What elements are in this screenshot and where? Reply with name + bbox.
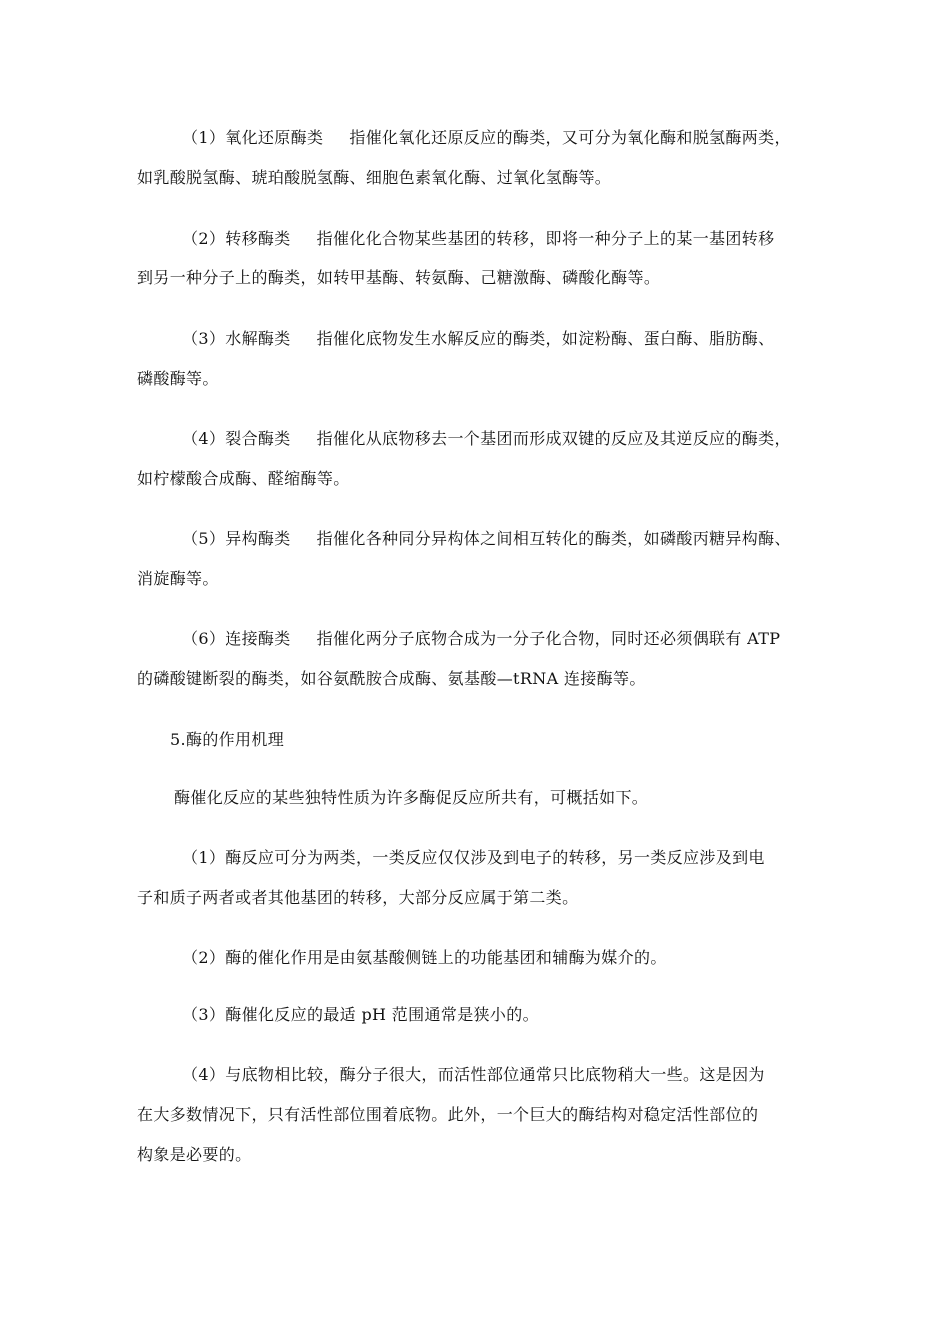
enzyme-class-description: 指催化两分子底物合成为一分子化合物，同时还必须偶联有 ATP <box>316 629 781 648</box>
enzyme-class-transferase-line-1 <box>182 229 774 249</box>
section-heading: 5.酶的作用机理 <box>170 730 285 749</box>
mechanism-3-line-1: （3）酶催化反应的最适 pH 范围通常是狭小的。 <box>182 1005 539 1024</box>
enzyme-class-label: （4）裂合酶类 <box>182 429 291 448</box>
section-intro: 酶催化反应的某些独特性质为许多酶促反应所共有，可概括如下。 <box>174 788 649 807</box>
enzyme-class-label: （1）氧化还原酶类 <box>182 128 324 147</box>
enzyme-class-oxidoreductase-line-1 <box>182 128 791 148</box>
enzyme-class-label: （2）转移酶类 <box>182 229 291 248</box>
enzyme-class-description: 指催化底物发生水解反应的酶类，如淀粉酶、蛋白酶、脂肪酶、 <box>316 329 775 348</box>
enzyme-class-transferase-line-2: 到另一种分子上的酶类，如转甲基酶、转氨酶、己糖激酶、磷酸化酶等。 <box>137 268 661 287</box>
enzyme-class-label: （5）异构酶类 <box>182 529 291 548</box>
enzyme-class-label: （6）连接酶类 <box>182 629 291 648</box>
mechanism-2-line-1: （2）酶的催化作用是由氨基酸侧链上的功能基团和辅酶为媒介的。 <box>182 948 667 967</box>
enzyme-class-description: 指催化从底物移去一个基团而形成双键的反应及其逆反应的酶类， <box>316 429 791 448</box>
enzyme-class-oxidoreductase-line-2: 如乳酸脱氢酶、琥珀酸脱氢酶、细胞色素氧化酶、过氧化氢酶等。 <box>137 168 612 187</box>
enzyme-class-label: （3）水解酶类 <box>182 329 291 348</box>
enzyme-class-description: 指催化各种同分异构体之间相互转化的酶类，如磷酸丙糖异构酶、 <box>316 529 791 548</box>
mechanism-4-line-2: 在大多数情况下，只有活性部位围着底物。此外，一个巨大的酶结构对稳定活性部位的 <box>137 1105 759 1124</box>
enzyme-class-description: 指催化氧化还原反应的酶类，又可分为氧化酶和脱氢酶两类， <box>349 128 791 147</box>
mechanism-4-line-3: 构象是必要的。 <box>137 1145 252 1164</box>
enzyme-class-hydrolase-line-1 <box>182 329 774 349</box>
mechanism-1-line-1: （1）酶反应可分为两类，一类反应仅仅涉及到电子的转移，另一类反应涉及到电 <box>182 848 765 867</box>
enzyme-class-lyase-line-1 <box>182 429 791 449</box>
enzyme-class-description: 指催化化合物某些基团的转移，即将一种分子上的某一基团转移 <box>316 229 775 248</box>
enzyme-class-isomerase-line-1 <box>182 529 791 549</box>
mechanism-4-line-1: （4）与底物相比较，酶分子很大，而活性部位通常只比底物稍大一些。这是因为 <box>182 1065 765 1084</box>
enzyme-class-ligase-line-1 <box>182 629 780 649</box>
enzyme-class-hydrolase-line-2: 磷酸酶等。 <box>137 369 219 388</box>
enzyme-class-ligase-line-2: 的磷酸键断裂的酶类，如谷氨酰胺合成酶、氨基酸—tRNA 连接酶等。 <box>137 669 646 688</box>
mechanism-1-line-2: 子和质子两者或者其他基团的转移，大部分反应属于第二类。 <box>137 888 579 907</box>
enzyme-class-isomerase-line-2: 消旋酶等。 <box>137 569 219 588</box>
enzyme-class-lyase-line-2: 如柠檬酸合成酶、醛缩酶等。 <box>137 469 350 488</box>
